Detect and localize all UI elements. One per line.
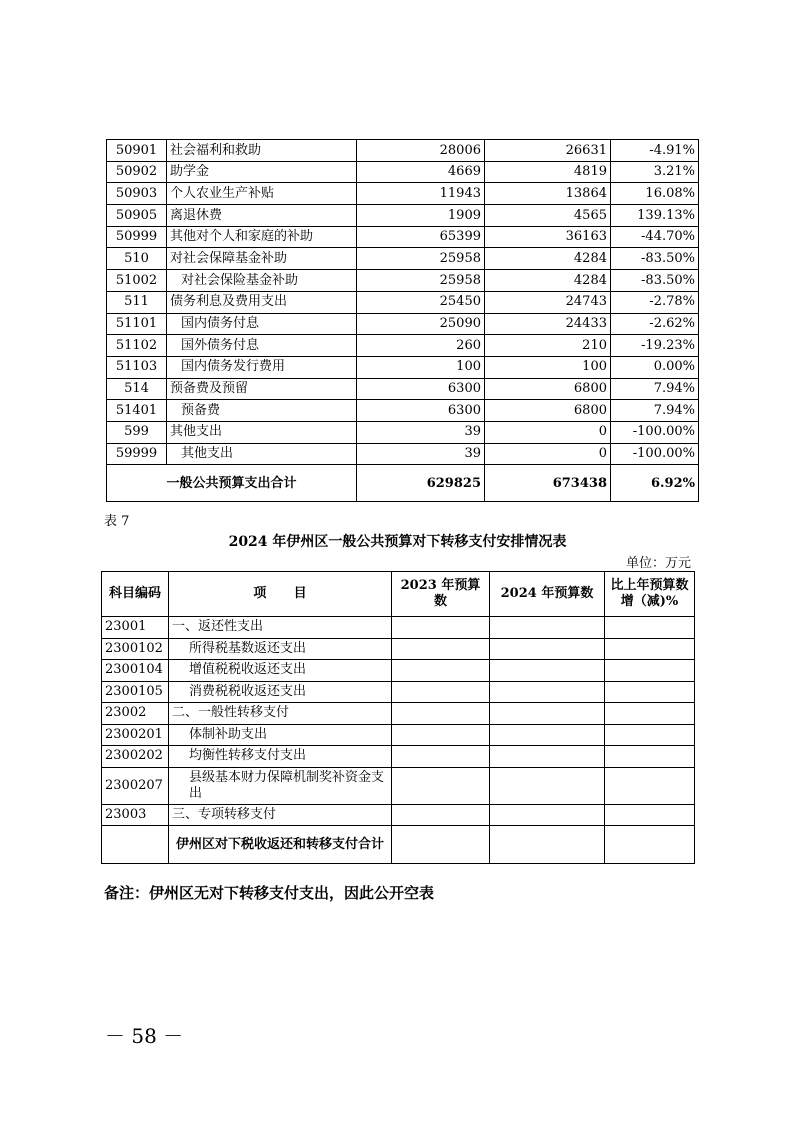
table-row: [102, 703, 695, 725]
row-code: 511: [107, 291, 167, 313]
row-name: 社会福利和救助: [167, 140, 357, 162]
row-change: [605, 724, 695, 746]
table-row: [107, 313, 699, 335]
table-row: [107, 291, 699, 313]
total-label: 一般公共预算支出合计: [107, 465, 357, 502]
row-2024: [490, 724, 605, 746]
table-row: [107, 226, 699, 248]
row-name: 均衡性转移支付支出: [169, 746, 392, 768]
transfer-payment-table: [101, 571, 695, 864]
table-title: 2024 年伊州区一般公共预算对下转移支付安排情况表: [228, 534, 567, 550]
row-name: 国内债务发行费用: [167, 356, 357, 378]
row-2024: [490, 746, 605, 768]
row-code: 23001: [102, 617, 169, 639]
header-2024: 2024 年预算数: [490, 572, 605, 617]
row-code: 599: [107, 421, 167, 443]
row-change: 3.21%: [611, 161, 699, 183]
row-name: 三、专项转移支付: [169, 804, 392, 826]
total-2023: [392, 826, 490, 864]
total-2024: 673438: [485, 465, 611, 502]
row-2024: 0: [485, 421, 611, 443]
row-2023: 25958: [357, 248, 485, 270]
table-label: 表 7: [104, 514, 130, 529]
header-2023: 2023 年预算数: [392, 572, 490, 617]
row-change: -100.00%: [611, 443, 699, 465]
row-2023: 4669: [357, 161, 485, 183]
row-name: 其他支出: [167, 443, 357, 465]
table-row: [107, 378, 699, 400]
row-2023: [392, 767, 490, 804]
row-2024: 13864: [485, 183, 611, 205]
table-row: [107, 356, 699, 378]
row-change: 139.13%: [611, 205, 699, 227]
row-code: 50905: [107, 205, 167, 227]
total-label: 伊州区对下税收返还和转移支付合计: [169, 826, 392, 864]
table-row: [107, 443, 699, 465]
row-change: -2.78%: [611, 291, 699, 313]
total-row: [107, 465, 699, 502]
row-2024: [490, 703, 605, 725]
row-2023: 25958: [357, 270, 485, 292]
row-2023: 1909: [357, 205, 485, 227]
row-code: 23003: [102, 804, 169, 826]
table-row: [102, 660, 695, 682]
row-name: 个人农业生产补贴: [167, 183, 357, 205]
row-code: 50903: [107, 183, 167, 205]
row-2024: [490, 681, 605, 703]
row-code: 514: [107, 378, 167, 400]
table-row: [107, 248, 699, 270]
row-code: 2300104: [102, 660, 169, 682]
row-code: 51101: [107, 313, 167, 335]
row-2024: 6800: [485, 378, 611, 400]
row-code: 2300202: [102, 746, 169, 768]
row-code: 51401: [107, 400, 167, 422]
row-code: 59999: [107, 443, 167, 465]
table-row: [102, 638, 695, 660]
row-name: 离退休费: [167, 205, 357, 227]
table-row: [107, 140, 699, 162]
row-change: [605, 681, 695, 703]
row-2023: 25450: [357, 291, 485, 313]
total-change: 6.92%: [611, 465, 699, 502]
table-row: [102, 724, 695, 746]
row-2023: [392, 724, 490, 746]
row-name: 预备费及预留: [167, 378, 357, 400]
table-row: [102, 681, 695, 703]
row-change: -4.91%: [611, 140, 699, 162]
row-name: 国外债务付息: [167, 335, 357, 357]
row-2023: [392, 660, 490, 682]
row-2024: [490, 638, 605, 660]
row-2024: 24743: [485, 291, 611, 313]
expenditure-table: [106, 139, 699, 502]
header-code: 科目编码: [102, 572, 169, 617]
row-change: 7.94%: [611, 378, 699, 400]
table-row: [102, 746, 695, 768]
row-name: 一、返还性支出: [169, 617, 392, 639]
row-2024: [490, 617, 605, 639]
row-change: [605, 767, 695, 804]
table-row: [107, 421, 699, 443]
table-row: [107, 161, 699, 183]
row-code: 510: [107, 248, 167, 270]
row-2023: 100: [357, 356, 485, 378]
total-change: [605, 826, 695, 864]
row-name: 预备费: [167, 400, 357, 422]
header-change: 比上年预算数增（减)%: [605, 572, 695, 617]
row-change: 16.08%: [611, 183, 699, 205]
row-code: 23002: [102, 703, 169, 725]
row-change: [605, 638, 695, 660]
row-2023: [392, 804, 490, 826]
row-2024: 36163: [485, 226, 611, 248]
transfer-payment-table-body: [102, 617, 695, 864]
row-code: 2300201: [102, 724, 169, 746]
row-name: 消费税税收返还支出: [169, 681, 392, 703]
row-2024: 4819: [485, 161, 611, 183]
row-2023: 6300: [357, 400, 485, 422]
row-2024: 4284: [485, 270, 611, 292]
row-2023: 39: [357, 421, 485, 443]
row-change: [605, 746, 695, 768]
row-code: 2300207: [102, 767, 169, 804]
row-2023: [392, 681, 490, 703]
row-code: 50901: [107, 140, 167, 162]
row-name: 国内债务付息: [167, 313, 357, 335]
row-change: -44.70%: [611, 226, 699, 248]
row-change: -83.50%: [611, 248, 699, 270]
table-row: [102, 804, 695, 826]
table-row: [107, 335, 699, 357]
row-2024: 6800: [485, 400, 611, 422]
row-change: [605, 617, 695, 639]
row-2023: [392, 638, 490, 660]
row-2023: 65399: [357, 226, 485, 248]
row-name: 助学金: [167, 161, 357, 183]
table-row: [107, 183, 699, 205]
row-code: 50999: [107, 226, 167, 248]
table-row: [107, 205, 699, 227]
row-code: 51002: [107, 270, 167, 292]
total-2023: 629825: [357, 465, 485, 502]
row-change: -2.62%: [611, 313, 699, 335]
row-2024: 100: [485, 356, 611, 378]
unit-label: 单位：万元: [625, 556, 691, 571]
row-2023: 11943: [357, 183, 485, 205]
row-code: 2300102: [102, 638, 169, 660]
row-name: 体制补助支出: [169, 724, 392, 746]
row-2024: [490, 767, 605, 804]
row-2024: 0: [485, 443, 611, 465]
total-code: [102, 826, 169, 864]
row-2023: [392, 617, 490, 639]
row-2024: 210: [485, 335, 611, 357]
row-name: 增值税税收返还支出: [169, 660, 392, 682]
table-header-row: [102, 572, 695, 617]
row-2024: 4284: [485, 248, 611, 270]
row-change: [605, 804, 695, 826]
row-2023: 28006: [357, 140, 485, 162]
row-name: 对社会保障基金补助: [167, 248, 357, 270]
total-row: [102, 826, 695, 864]
header-item: 项 目: [169, 572, 392, 617]
row-change: 0.00%: [611, 356, 699, 378]
row-change: -100.00%: [611, 421, 699, 443]
row-change: [605, 660, 695, 682]
row-2023: 39: [357, 443, 485, 465]
row-code: 50902: [107, 161, 167, 183]
row-code: 2300105: [102, 681, 169, 703]
row-change: [605, 703, 695, 725]
row-2024: 24433: [485, 313, 611, 335]
row-name: 县级基本财力保障机制奖补资金支出: [169, 767, 392, 804]
row-code: 51102: [107, 335, 167, 357]
table-row: [102, 617, 695, 639]
row-name: 债务利息及费用支出: [167, 291, 357, 313]
row-change: -19.23%: [611, 335, 699, 357]
row-code: 51103: [107, 356, 167, 378]
row-change: 7.94%: [611, 400, 699, 422]
row-2023: 260: [357, 335, 485, 357]
total-2024: [490, 826, 605, 864]
row-name: 二、一般性转移支付: [169, 703, 392, 725]
row-change: -83.50%: [611, 270, 699, 292]
note: 备注：伊州区无对下转移支付支出，因此公开空表: [104, 884, 435, 902]
table-row: [102, 767, 695, 804]
row-2024: 26631: [485, 140, 611, 162]
row-2024: 4565: [485, 205, 611, 227]
row-2023: 25090: [357, 313, 485, 335]
row-name: 其他支出: [167, 421, 357, 443]
page-number: － 58 －: [105, 1024, 184, 1048]
row-2023: [392, 703, 490, 725]
row-2024: [490, 804, 605, 826]
table-row: [107, 400, 699, 422]
row-name: 对社会保险基金补助: [167, 270, 357, 292]
row-2024: [490, 660, 605, 682]
row-2023: [392, 746, 490, 768]
row-name: 其他对个人和家庭的补助: [167, 226, 357, 248]
expenditure-table-body: [107, 140, 699, 502]
table-row: [107, 270, 699, 292]
row-name: 所得税基数返还支出: [169, 638, 392, 660]
row-2023: 6300: [357, 378, 485, 400]
